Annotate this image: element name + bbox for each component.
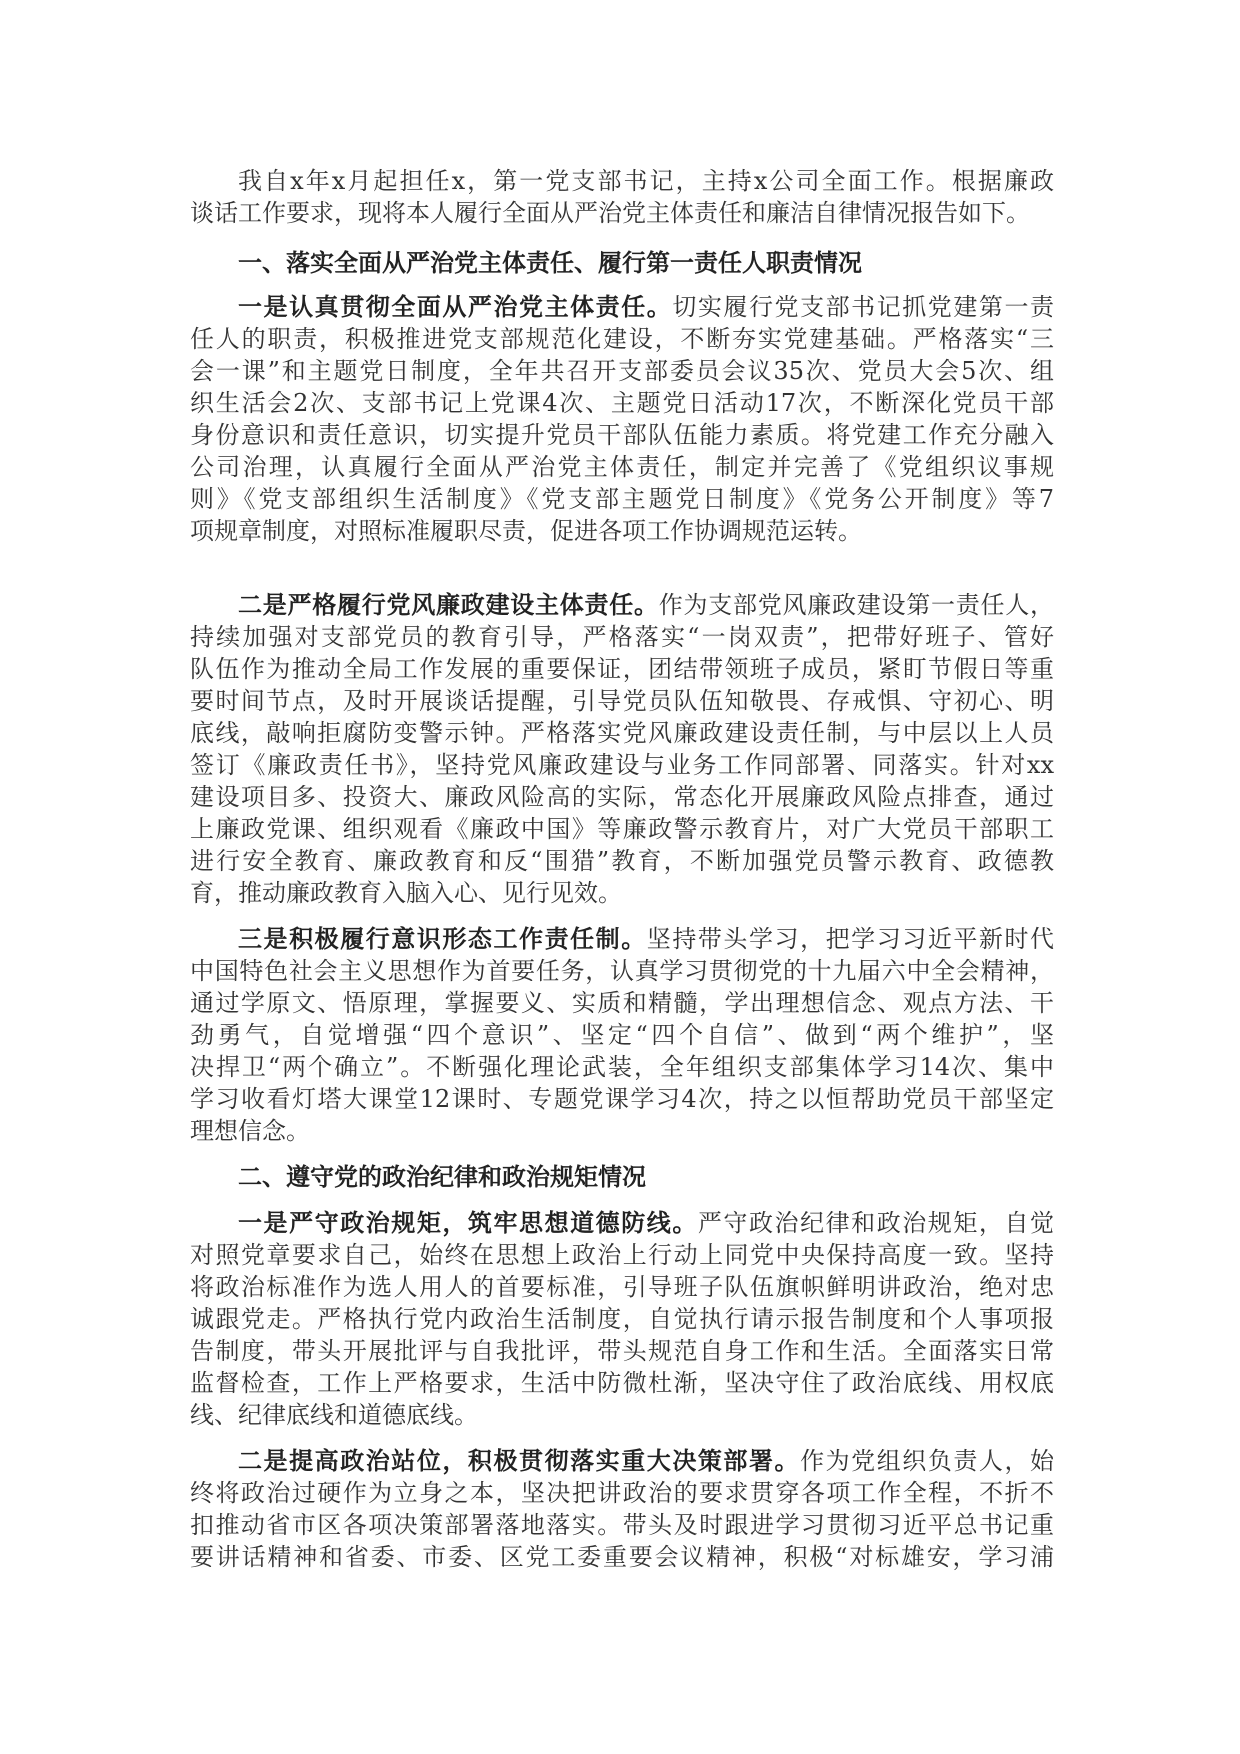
paragraph-political-stance <box>190 1445 1054 1573</box>
paragraph-integrity-responsibility <box>190 589 1054 909</box>
section-heading-1: 一、落实全面从严治党主体责任、履行第一责任人职责情况 <box>238 248 862 277</box>
text-line: 项规章制度，对照标准履职尽责，促进各项工作协调规范运转。 <box>190 517 862 545</box>
text-line: 通过学原文、悟原理，掌握要义、实质和精髓，学出理想信念、观点方法、干 <box>190 989 1054 1017</box>
text-line: 终将政治过硬作为立身之本，坚决把讲政治的要求贯穿各项工作全程，不折不 <box>190 1479 1054 1507</box>
text-line <box>190 589 1054 621</box>
paragraph-lead-bold: 一是严守政治规矩，筑牢思想道德防线。 <box>238 1208 698 1237</box>
text-line: 任人的职责，积极推进党支部规范化建设，不断夯实党建基础。严格落实“三 <box>190 325 1054 353</box>
text-line: 身份意识和责任意识，切实提升党员干部队伍能力素质。将党建工作充分融入 <box>190 421 1054 449</box>
paragraph-ideology-responsibility <box>190 923 1054 1147</box>
text-line: 监督检查，工作上严格要求，生活中防微杜渐，坚决守住了政治底线、用权底 <box>190 1369 1054 1397</box>
text-line: 学习收看灯塔大课堂12课时、专题党课学习4次，持之以恒帮助党员干部坚定 <box>190 1085 1054 1113</box>
text-line: 织生活会2次、支部书记上党课4次、主题党日活动17次，不断深化党员干部 <box>190 389 1054 417</box>
text-line: 会一课”和主题党日制度，全年共召开支部委员会议35次、党员大会5次、组 <box>190 357 1054 385</box>
text-line: 进行安全教育、廉政教育和反“围猎”教育，不断加强党员警示教育、政德教 <box>190 847 1054 875</box>
text-line <box>190 1445 1054 1477</box>
text-line: 劲勇气，自觉增强“四个意识”、坚定“四个自信”、做到“两个维护”，坚 <box>190 1021 1054 1049</box>
text-line: 底线，敲响拒腐防变警示钟。严格落实党风廉政建设责任制，与中层以上人员 <box>190 719 1054 747</box>
text-line: 持续加强对支部党员的教育引导，严格落实“一岗双责”，把带好班子、管好 <box>190 623 1054 651</box>
text-line: 要时间节点，及时开展谈话提醒，引导党员队伍知敬畏、存戒惧、守初心、明 <box>190 687 1054 715</box>
section-heading-2: 二、遵守党的政治纪律和政治规矩情况 <box>238 1162 646 1191</box>
paragraph-lead-bold: 二是提高政治站位，积极贯彻落实重大决策部署。 <box>238 1446 801 1475</box>
text-line: 决捍卫“两个确立”。不断强化理论武装，全年组织支部集体学习14次、集中 <box>190 1053 1054 1081</box>
text-line: 理想信念。 <box>190 1117 310 1145</box>
text-line: 诚跟党走。严格执行党内政治生活制度，自觉执行请示报告制度和个人事项报 <box>190 1305 1054 1333</box>
text-line <box>190 1207 1054 1239</box>
text-line <box>190 291 1054 323</box>
text-line <box>190 923 1054 955</box>
paragraph-text: 作为支部党风廉政建设第一责任人， <box>658 591 1054 619</box>
intro-paragraph <box>190 165 1054 229</box>
text-line: 要讲话精神和省委、市委、区党工委重要会议精神，积极“对标雄安，学习浦 <box>190 1543 1054 1571</box>
text-line: 中国特色社会主义思想作为首要任务，认真学习贯彻党的十九届六中全会精神， <box>190 957 1054 985</box>
text-line: 线、纪律底线和道德底线。 <box>190 1401 478 1429</box>
text-line: 队伍作为推动全局工作发展的重要保证，团结带领班子成员，紧盯节假日等重 <box>190 655 1054 683</box>
text-line: 将政治标准作为选人用人的首要标准，引导班子队伍旗帜鲜明讲政治，绝对忠 <box>190 1273 1054 1301</box>
text-line: 上廉政党课、组织观看《廉政中国》等廉政警示教育片，对广大党员干部职工 <box>190 815 1054 843</box>
text-line: 扣推动省市区各项决策部署落地落实。带头及时跟进学习贯彻习近平总书记重 <box>190 1511 1054 1539</box>
paragraph-lead-bold: 二是严格履行党风廉政建设主体责任。 <box>238 590 659 619</box>
text-line: 我自x年x月起担任x，第一党支部书记，主持x公司全面工作。根据廉政 <box>238 167 1054 195</box>
text-line: 育，推动廉政教育入脑入心、见行见效。 <box>190 879 622 907</box>
text-line: 签订《廉政责任书》，坚持党风廉政建设与业务工作同部署、同落实。针对xx <box>190 751 1054 779</box>
paragraph-party-responsibility <box>190 291 1054 547</box>
text-line: 告制度，带头开展批评与自我批评，带头规范自身工作和生活。全面落实日常 <box>190 1337 1054 1365</box>
paragraph-text: 作为党组织负责人，始 <box>800 1447 1055 1475</box>
text-line: 谈话工作要求，现将本人履行全面从严治党主体责任和廉洁自律情况报告如下。 <box>190 199 1030 227</box>
text-line: 建设项目多、投资大、廉政风险高的实际，常态化开展廉政风险点排查，通过 <box>190 783 1054 811</box>
text-line: 对照党章要求自己，始终在思想上政治上行动上同党中央保持高度一致。坚持 <box>190 1241 1054 1269</box>
paragraph-text: 严守政治纪律和政治规矩，自觉 <box>697 1209 1055 1237</box>
text-line: 则》《党支部组织生活制度》《党支部主题党日制度》《党务公开制度》等7 <box>190 485 1054 513</box>
text-line: 公司治理，认真履行全面从严治党主体责任，制定并完善了《党组织议事规 <box>190 453 1054 481</box>
paragraph-lead-bold: 三是积极履行意识形态工作责任制。 <box>238 924 647 953</box>
paragraph-political-rules <box>190 1207 1054 1431</box>
paragraph-text: 切实履行党支部书记抓党建第一责 <box>672 293 1055 321</box>
paragraph-text: 坚持带头学习，把学习习近平新时代 <box>646 925 1055 953</box>
paragraph-lead-bold: 一是认真贯彻全面从严治党主体责任。 <box>238 292 673 321</box>
